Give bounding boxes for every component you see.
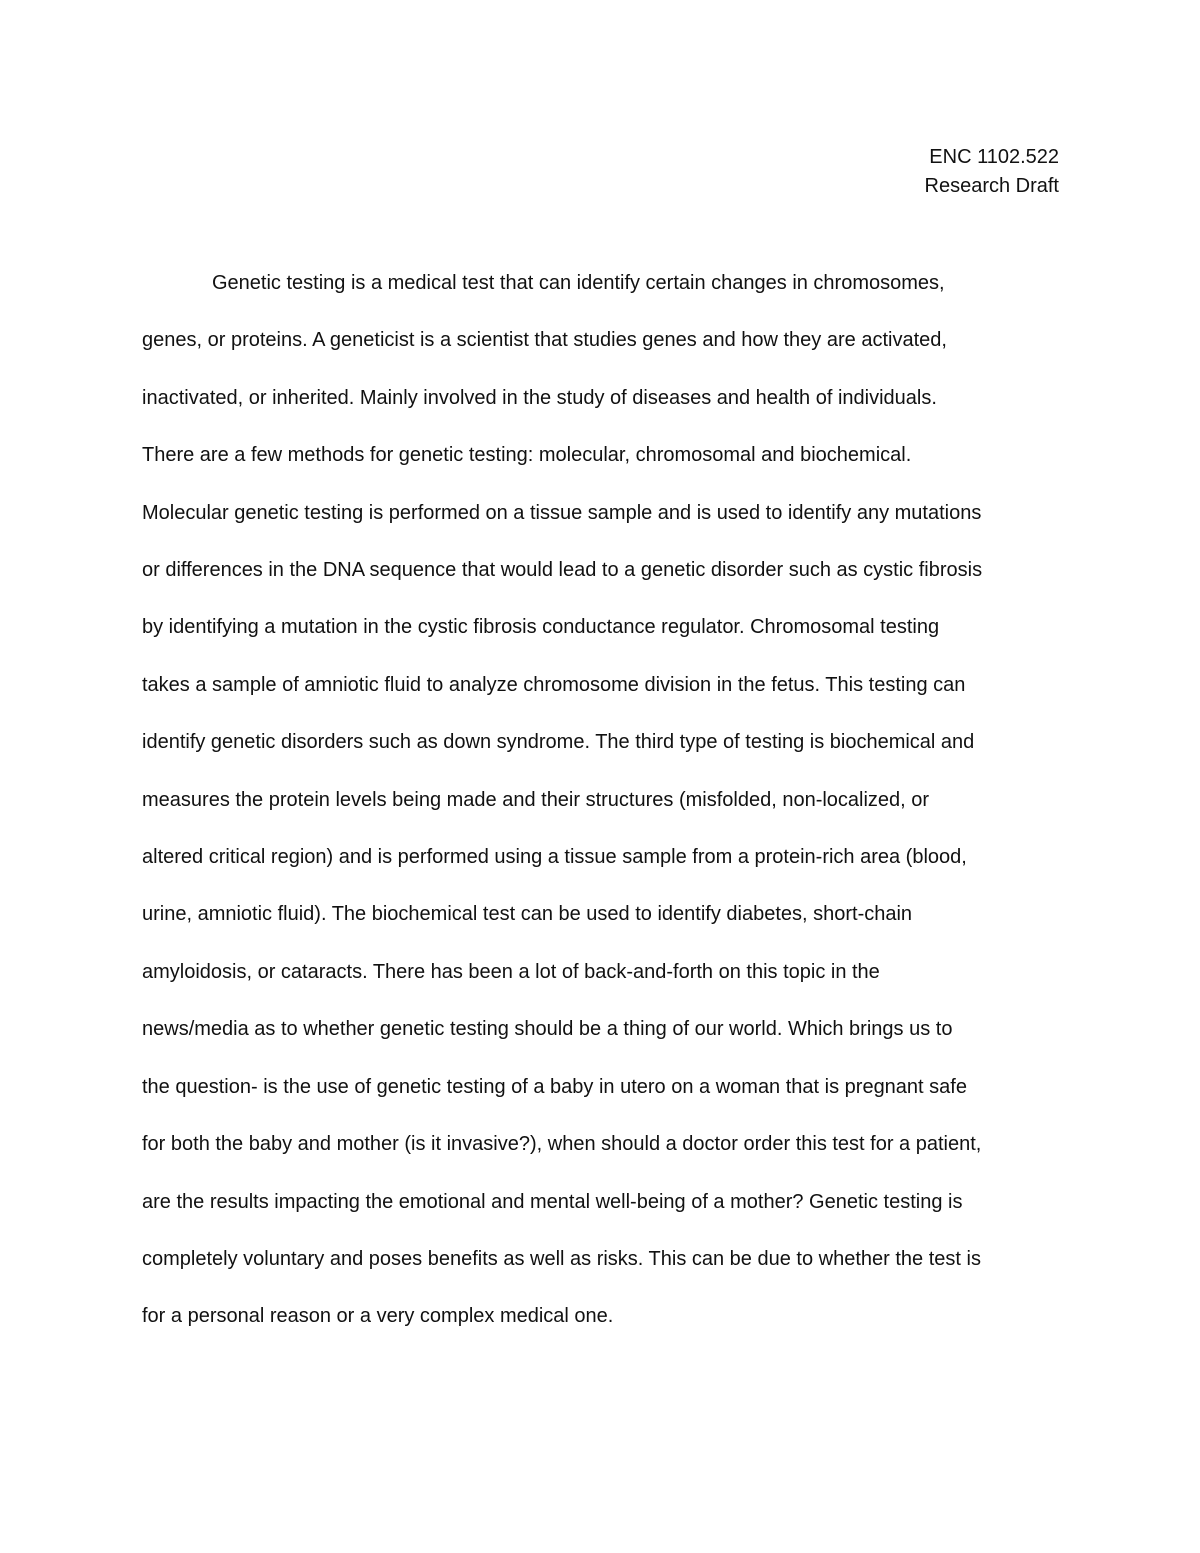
paragraph-line: genes, or proteins. A geneticist is a scientist that studies genes and how they are activated,	[142, 329, 947, 352]
paragraph-line: takes a sample of amniotic fluid to analyze chromosome division in the fetus. This testing can	[142, 673, 966, 696]
paragraph-line: inactivated, or inherited. Mainly involved in the study of diseases and health of individuals.	[142, 386, 937, 409]
paragraph-line: the question- is the use of genetic testing of a baby in utero on a woman that is pregnant safe	[142, 1075, 967, 1098]
course-code: ENC 1102.522	[929, 146, 1059, 168]
document-header	[925, 143, 1060, 201]
paragraph-line: identify genetic disorders such as down syndrome. The third type of testing is biochemical and	[142, 731, 975, 754]
paragraph-line: by identifying a mutation in the cystic fibrosis conductance regulator. Chromosomal testing	[142, 616, 940, 639]
paragraph-line: news/media as to whether genetic testing should be a thing of our world. Which brings us to	[142, 1018, 953, 1041]
body-paragraph	[142, 255, 1072, 1346]
paragraph-line: for both the baby and mother (is it invasive?), when should a doctor order this test for a patient,	[142, 1133, 982, 1156]
paragraph-line: are the results impacting the emotional and mental well-being of a mother? Genetic testing is	[142, 1190, 963, 1213]
paragraph-line: or differences in the DNA sequence that would lead to a genetic disorder such as cystic fibrosis	[142, 559, 983, 582]
paragraph-line: There are a few methods for genetic testing: molecular, chromosomal and biochemical.	[142, 444, 912, 467]
paragraph-line: altered critical region) and is performed using a tissue sample from a protein-rich area (blood,	[142, 846, 967, 869]
paragraph-line: measures the protein levels being made and their structures (misfolded, non-localized, or	[142, 788, 930, 811]
paragraph-line: Molecular genetic testing is performed on a tissue sample and is used to identify any mutations	[142, 501, 982, 524]
paragraph-line: urine, amniotic fluid). The biochemical test can be used to identify diabetes, short-chain	[142, 903, 913, 926]
paragraph-line: completely voluntary and poses benefits as well as risks. This can be due to whether the test is	[142, 1247, 981, 1270]
paragraph-line: amyloidosis, or cataracts. There has been a lot of back-and-forth on this topic in the	[142, 960, 880, 983]
paragraph-line: Genetic testing is a medical test that can identify certain changes in chromosomes,	[212, 272, 945, 294]
paragraph-line: for a personal reason or a very complex medical one.	[142, 1305, 614, 1328]
assignment-title: Research Draft	[924, 175, 1059, 197]
